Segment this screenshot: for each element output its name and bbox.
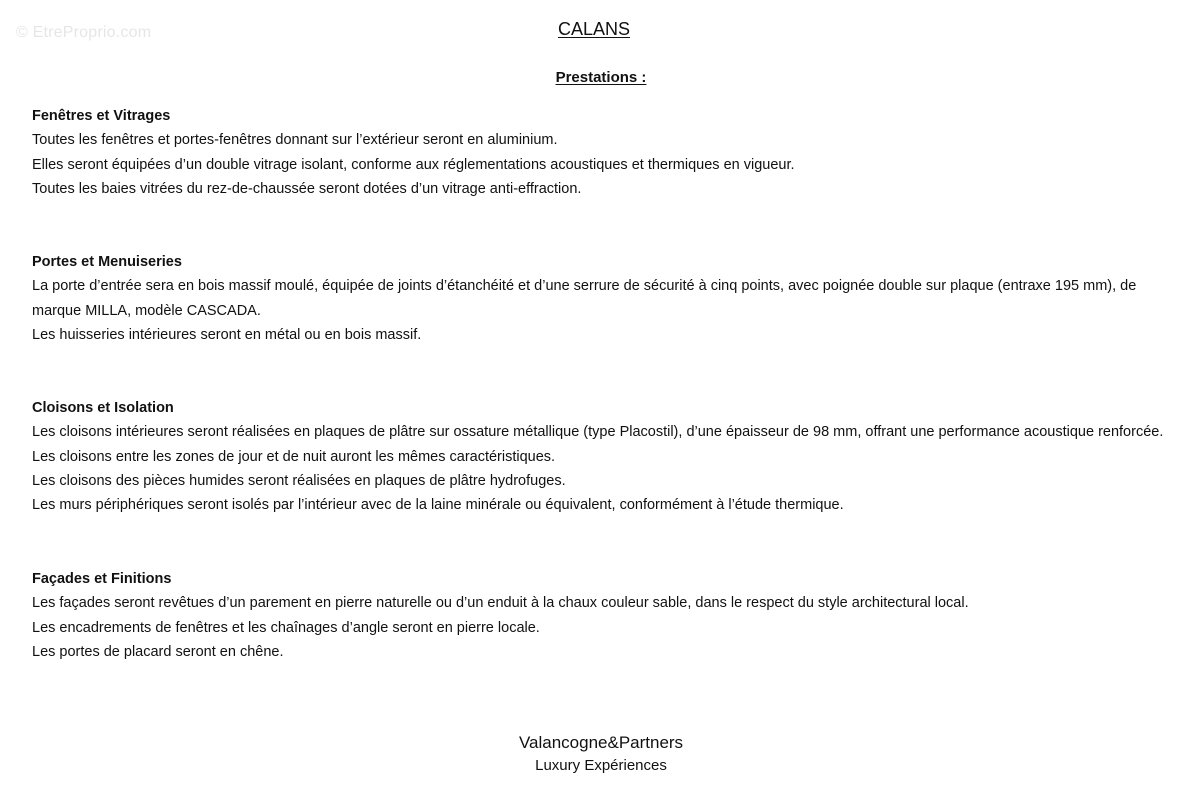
section-paragraph: Toutes les fenêtres et portes-fenêtres donnant sur l’extérieur seront en aluminium. [32, 132, 558, 149]
section-heading: Cloisons et Isolation [32, 400, 174, 416]
section-paragraph: Elles seront équipées d’un double vitrage isolant, conforme aux réglementations acoustiques et thermiques en vigueur. [32, 156, 795, 173]
section-cloisons-isolation [32, 396, 1167, 517]
section-paragraph: Les façades seront revêtues d’un parement en pierre naturelle ou d’un enduit à la chaux couleur sable, dans le respect du style architectural local. [32, 595, 969, 612]
section-paragraph: Les cloisons intérieures seront réalisées en plaques de plâtre sur ossature métallique (type Placostil), d’une épaisseur de 98 mm, offrant une performance acoustique renforcée. Les cloisons entre les zones de jour et de nuit auront les mêmes caractéristiques. [32, 424, 1164, 465]
section-heading: Façades et Finitions [32, 571, 172, 587]
document-subtitle: Prestations : [555, 69, 647, 86]
section-paragraph: Les cloisons des pièces humides seront réalisées en plaques de plâtre hydrofuges. [32, 472, 566, 489]
section-facades-finitions [32, 567, 1167, 664]
section-paragraph: Les portes de placard seront en chêne. [32, 643, 284, 660]
section-portes-menuiseries [32, 250, 1167, 347]
section-paragraph: La porte d’entrée sera en bois massif moulé, équipée de joints d’étanchéité et d’une serrure de sécurité à cinq points, avec poignée double sur plaque (entraxe 195 mm), de marque MILLA, modèle CASCADA. [32, 278, 1137, 319]
section-paragraph: Les murs périphériques seront isolés par l’intérieur avec de la laine minérale ou équivalent, conformément à l’étude thermique. [32, 497, 844, 514]
section-paragraph: Les huisseries intérieures seront en métal ou en bois massif. [32, 326, 422, 343]
document-title: CALANS [557, 19, 631, 39]
section-heading: Fenêtres et Vitrages [32, 108, 171, 124]
section-paragraph: Les encadrements de fenêtres et les chaînages d’angle seront en pierre locale. [32, 619, 540, 636]
section-heading: Portes et Menuiseries [32, 254, 182, 270]
watermark: © EtreProprio.com [16, 24, 152, 41]
footer-tagline: Luxury Expériences [535, 757, 667, 774]
section-fenetres-vitrages [32, 104, 1167, 201]
section-paragraph: Toutes les baies vitrées du rez-de-chaussée seront dotées d’un vitrage anti-effraction. [32, 180, 582, 197]
footer-company-name: Valancogne&Partners [518, 733, 684, 752]
